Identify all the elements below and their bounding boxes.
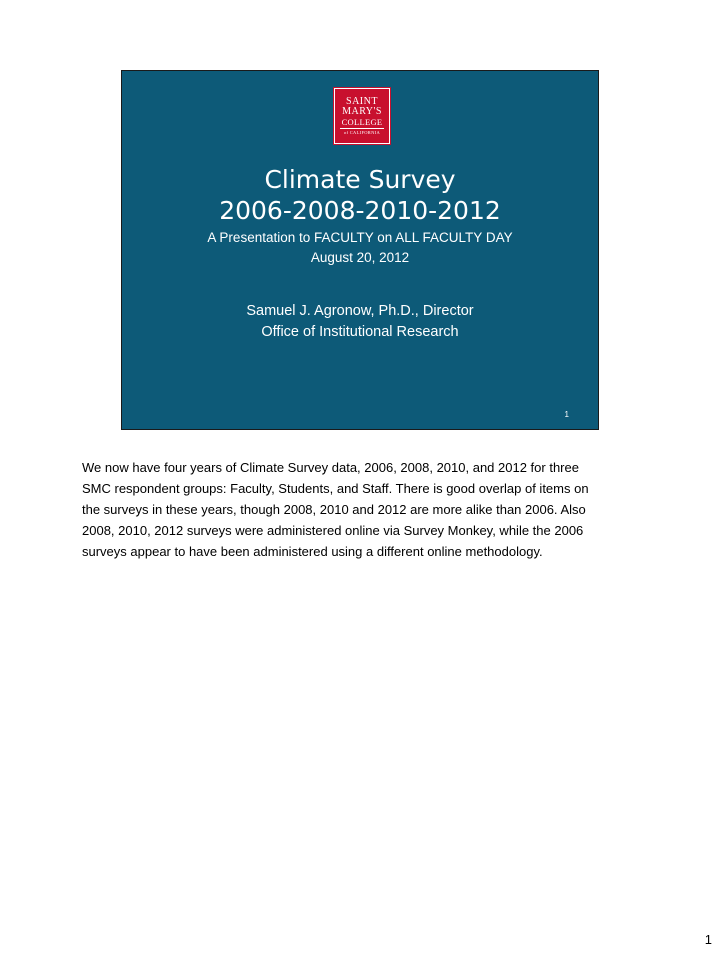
- slide-subtitle: [122, 228, 598, 268]
- slide-title-line-2: 2006-2008-2010-2012: [219, 196, 501, 225]
- slide-title: [122, 164, 598, 226]
- speaker-notes: We now have four years of Climate Survey data, 2006, 2008, 2010, and 2012 for three SMC respondent groups: Faculty, Students, and Staff. There is good overlap of items on the surveys in these years, though 2008, 2010 and 2012 are more alike than 2006. Also 2008, 2010, 2012 surveys were administered online via Survey Monkey, while the 2006 surveys appear to have been administered using a different online methodology.: [82, 460, 589, 559]
- logo-line-california: of CALIFORNIA: [343, 130, 381, 135]
- logo-divider: [340, 128, 384, 129]
- slide-subtitle-line-1: A Presentation to FACULTY on ALL FACULTY DAY: [207, 230, 513, 245]
- logo-line-marys: MARY'S: [342, 105, 382, 117]
- logo-line-college: COLLEGE: [341, 116, 383, 127]
- slide-number: 1: [564, 410, 569, 419]
- slide-subtitle-line-2: August 20, 2012: [310, 250, 410, 265]
- slide-thumbnail: [121, 70, 599, 430]
- page-number: 1: [704, 932, 712, 947]
- slide-author-line-2: Office of Institutional Research: [261, 324, 459, 340]
- logo-line-saint: SAINT: [346, 95, 378, 107]
- slide-title-line-1: Climate Survey: [264, 165, 456, 194]
- college-logo: [334, 88, 390, 144]
- slide-author: [122, 301, 598, 343]
- slide-author-line-1: Samuel J. Agronow, Ph.D., Director: [246, 303, 474, 319]
